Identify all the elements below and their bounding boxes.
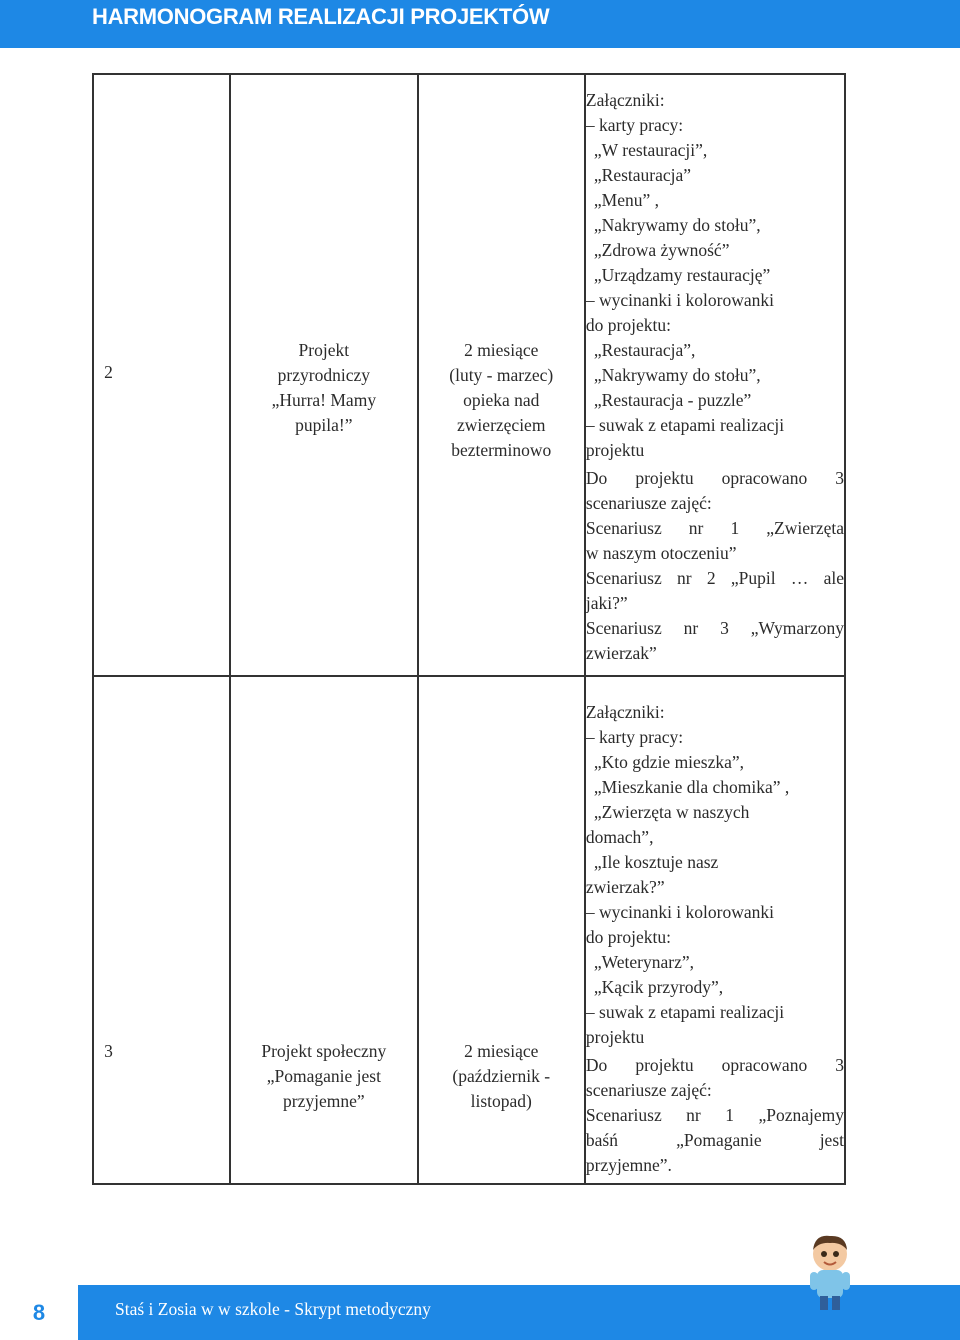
project-name-cell bbox=[230, 676, 417, 1184]
scenario-line: w naszym otoczeniu” bbox=[585, 542, 737, 563]
attachment-line: „Restauracja - puzzle” bbox=[593, 389, 752, 410]
attachment-line: – suwak z etapami realizacji bbox=[585, 414, 785, 435]
scenario-line: scenariusze zajęć: bbox=[585, 1080, 712, 1100]
project-time-line: (luty - marzec) bbox=[449, 364, 554, 385]
attachment-line: „Zdrowa żywność” bbox=[593, 239, 730, 260]
attachment-line: „Restauracja”, bbox=[593, 339, 696, 360]
scenario-line: Scenariusz nr 3 „Wymarzony bbox=[585, 617, 844, 638]
attachment-line: „Urządzamy restaurację” bbox=[593, 264, 771, 285]
project-time-cell bbox=[418, 676, 585, 1184]
project-time-line: zwierzęciem bbox=[457, 414, 546, 435]
project-name-cell bbox=[230, 74, 417, 676]
scenario-line: Scenariusz nr 2 „Pupil … ale bbox=[585, 567, 844, 588]
scenario-line: Scenariusz nr 1 „Zwierzęta bbox=[585, 517, 844, 538]
table-row bbox=[93, 74, 845, 676]
row-number-cell bbox=[93, 676, 230, 1184]
project-time-line: 2 miesiące bbox=[464, 339, 539, 360]
boy-mascot-icon bbox=[800, 1232, 860, 1312]
attachment-line: zwierzak?” bbox=[585, 877, 665, 897]
attachment-line: – suwak z etapami realizacji bbox=[585, 1002, 785, 1022]
project-time-line: (październik - bbox=[452, 1066, 551, 1086]
row-number: 3 bbox=[104, 1041, 113, 1061]
attachment-line: „Restauracja” bbox=[593, 164, 692, 185]
project-name-line: „Hurra! Mamy bbox=[271, 390, 377, 410]
scenario-line: przyjemne”. bbox=[585, 1155, 672, 1175]
attachment-line: „Weterynarz”, bbox=[593, 952, 695, 972]
row-number: 2 bbox=[104, 361, 113, 382]
project-name-line: Projekt bbox=[298, 340, 350, 360]
attachment-line: „Menu” , bbox=[593, 189, 660, 210]
attachment-line: domach”, bbox=[585, 827, 654, 847]
attachment-line: – wycinanki i kolorowanki bbox=[585, 902, 774, 922]
table-row bbox=[93, 676, 845, 1184]
scenario-line: zwierzak” bbox=[585, 642, 657, 663]
project-name-line: Projekt społeczny bbox=[261, 1041, 387, 1061]
attachment-line: – karty pracy: bbox=[585, 114, 684, 135]
project-details-cell bbox=[585, 74, 845, 676]
attachment-line: „Kącik przyrody”, bbox=[593, 977, 724, 997]
attachment-line: „Ile kosztuje nasz bbox=[593, 852, 719, 872]
scenario-line: Do projektu opracowano 3 bbox=[585, 467, 844, 488]
project-time-cell bbox=[418, 74, 585, 676]
attachment-line: – karty pracy: bbox=[585, 727, 684, 747]
scenario-line: baśń „Pomaganie jest bbox=[585, 1130, 844, 1150]
attachments-heading: Załączniki: bbox=[585, 89, 665, 110]
footer-title: Staś i Zosia w w szkole - Skrypt metodyczny bbox=[115, 1299, 431, 1319]
scenario-line: Scenariusz nr 1 „Poznajemy bbox=[585, 1105, 844, 1125]
project-name-line: przyjemne” bbox=[283, 1091, 365, 1111]
project-name-line: przyrodniczy bbox=[277, 365, 370, 385]
project-time-line: 2 miesiące bbox=[464, 1041, 539, 1061]
header-banner bbox=[0, 0, 960, 48]
attachment-line: „Zwierzęta w naszych bbox=[593, 802, 750, 822]
project-name-line: pupila!” bbox=[295, 415, 353, 435]
attachments-heading: Załączniki: bbox=[585, 702, 665, 722]
attachment-line: do projektu: bbox=[585, 314, 671, 335]
project-time-line: listopad) bbox=[470, 1091, 532, 1111]
row-number-cell bbox=[93, 74, 230, 676]
attachment-line: „Kto gdzie mieszka”, bbox=[593, 752, 745, 772]
page-number: 8 bbox=[32, 1300, 46, 1325]
attachment-line: do projektu: bbox=[585, 927, 671, 947]
scenario-line: jaki?” bbox=[585, 592, 628, 613]
project-name-line: „Pomaganie jest bbox=[266, 1066, 381, 1086]
project-details-cell bbox=[585, 676, 845, 1184]
attachment-line: „Nakrywamy do stołu”, bbox=[593, 364, 761, 385]
scenario-line: Do projektu opracowano 3 bbox=[585, 1055, 844, 1075]
attachment-line: – wycinanki i kolorowanki bbox=[585, 289, 774, 310]
attachment-line: „W restauracji”, bbox=[593, 139, 708, 160]
attachment-line: projektu bbox=[585, 1027, 645, 1047]
schedule-table bbox=[92, 73, 846, 1185]
attachment-line: projektu bbox=[585, 439, 645, 460]
scenario-line: scenariusze zajęć: bbox=[585, 492, 712, 513]
attachment-line: „Mieszkanie dla chomika” , bbox=[593, 777, 790, 797]
page-title: HARMONOGRAM REALIZACJI PROJEKTÓW bbox=[92, 4, 550, 29]
project-time-line: opieka nad bbox=[463, 389, 540, 410]
attachment-line: „Nakrywamy do stołu”, bbox=[593, 214, 761, 235]
project-time-line: bezterminowo bbox=[451, 439, 552, 460]
